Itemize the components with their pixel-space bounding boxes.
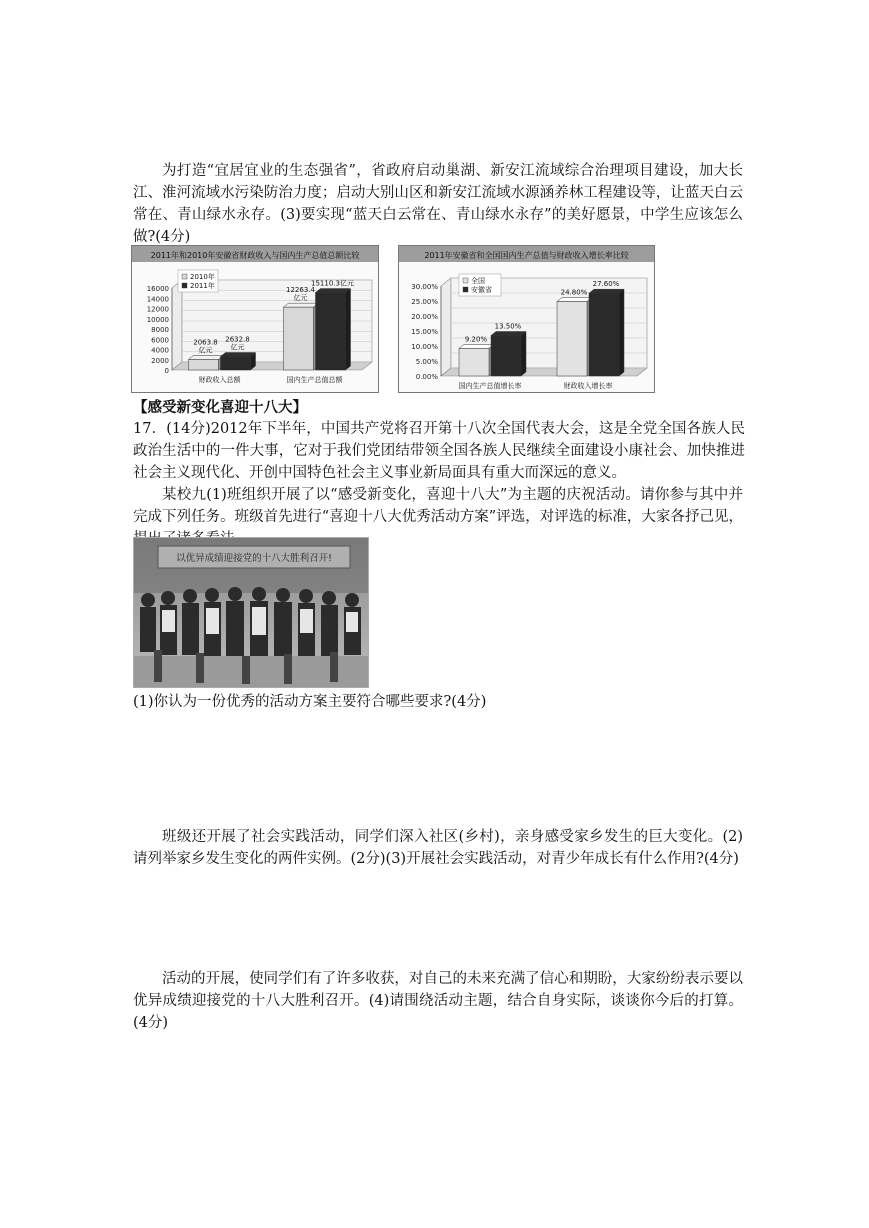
chart-x-tick-label: 财政收入增长率 (563, 382, 613, 390)
chart-bar-side (619, 289, 624, 376)
chart-y-tick-label: 30.00% (411, 283, 438, 291)
practice-paragraph: 班级还开展了社会实践活动，同学们深入社区(乡村)，亲身感受家乡发生的巨大变化。(2)请列举家乡发生变化的两件实例。(2分)(3)开展社会实践活动，对青少年成长有什么作用?(4分) (133, 829, 743, 867)
chart-bar (557, 302, 587, 376)
chart-data-label: 亿元 (198, 346, 213, 355)
chart-legend-swatch (182, 283, 187, 288)
chart-growth-rates-svg (399, 246, 654, 392)
chart-bar-top (589, 289, 624, 293)
chart-bar (589, 293, 619, 376)
chart-y-tick-label: 4000 (151, 346, 169, 355)
celebration-photo (133, 537, 369, 688)
chart-growth-rates (398, 245, 655, 393)
chart-bar-side (521, 332, 526, 377)
activity-paragraph: 某校九(1)班组织开展了以“感受新变化，喜迎十八大”为主题的庆祝活动。请你参与其中并完成下列任务。班级首先进行“喜迎十八大优秀活动方案”评选，对评选的标准，大家各抒己见， (133, 487, 743, 525)
question-1: (1)你认为一份优秀的活动方案主要符合哪些要求?(4分) (133, 694, 487, 710)
chart-bar-top (284, 303, 319, 307)
photo-banner-text: 以优异成绩迎接党的十八大胜利召开! (176, 553, 332, 564)
chart-y-tick-label: 20.00% (411, 313, 438, 321)
chart-data-label: 13.50% (494, 322, 522, 331)
chart-legend-swatch (463, 278, 468, 283)
final-paragraph: 活动的开展，使同学们有了许多收获，对自己的未来充满了信心和期盼，大家纷纷表示要以优异成绩迎接党的十八大胜利召开。(4)请围绕活动主题，结合自身实际，谈谈你今后的打算。(4分) (133, 971, 743, 1031)
chart-y-tick-label: 6000 (151, 336, 169, 345)
chart-legend-label: 安徽省 (471, 286, 492, 294)
chart-y-tick-label: 5.00% (415, 358, 438, 366)
chart-legend-label: 2011年 (190, 282, 215, 290)
chart-data-label: 2632.8 (225, 335, 250, 344)
chart-x-tick-label: 国内生产总值总额 (286, 376, 343, 384)
chart-y-tick-label: 14000 (146, 295, 169, 304)
chart-bar (491, 336, 521, 377)
chart-y-tick-label: 10.00% (411, 343, 438, 351)
chart-data-label: 亿元 (230, 343, 245, 352)
chart-side-wall (441, 278, 451, 376)
chart-data-label: 27.60% (592, 280, 620, 289)
chart-y-tick-label: 16000 (146, 285, 169, 293)
chart-bar-top (189, 355, 224, 359)
chart-title: 2011年安徽省和全国国内生产总值与财政收入增长率比较 (424, 251, 629, 260)
chart-y-tick-label: 8000 (151, 326, 169, 334)
chart-bar-top (459, 344, 494, 348)
chart-legend (459, 274, 501, 296)
chart-data-label: 9.20% (464, 335, 488, 344)
chart-y-tick-label: 12000 (146, 305, 169, 314)
chart-bar (284, 307, 314, 370)
section-title: 【感受新变化喜迎十八大】 (133, 400, 307, 416)
chart-title: 2011年和2010年安徽省财政收入与国内生产总值总额比较 (150, 251, 360, 260)
chart-x-tick-label: 财政收入总额 (198, 376, 241, 384)
intro-paragraph: 为打造“宜居宜业的生态强省”，省政府启动巢湖、新安江流域综合治理项目建设，加大长江、淮河流域水污染防治力度；启动大别山区和新安江流域水源涵养林工程建设等，让蓝天白云常在、青山绿水永存。(3)要实现“蓝天白云常在、青山绿水永存”的美好愿景，中学生应该怎么做?(4分) (133, 163, 743, 245)
chart-y-tick-label: 2000 (151, 356, 169, 365)
chart-bar (459, 348, 489, 376)
chart-bar-top (491, 332, 526, 336)
chart-y-tick-label: 25.00% (411, 298, 438, 306)
chart-data-label: 24.80% (560, 288, 588, 297)
chart-legend-label: 2010年 (190, 273, 215, 281)
chart-bar-top (221, 353, 256, 357)
chart-fiscal-gdp-totals-svg (132, 246, 378, 392)
chart-bar-side (346, 289, 351, 370)
chart-x-tick-label: 国内生产总值增长率 (458, 382, 522, 390)
chart-bar (221, 357, 251, 370)
chart-data-label: 2063.8 (193, 338, 218, 347)
chart-bar (189, 359, 219, 370)
chart-bar-top (316, 289, 351, 293)
chart-y-tick-label: 0 (164, 367, 169, 375)
chart-fiscal-gdp-totals (131, 245, 379, 393)
chart-bar (316, 293, 346, 370)
chart-legend-label: 全国 (471, 277, 485, 285)
chart-data-label: 亿元 (293, 294, 308, 303)
chart-legend-swatch (463, 287, 468, 292)
chart-data-label: 15110.3亿元 (311, 279, 354, 288)
celebration-photo-image (134, 538, 368, 687)
chart-y-tick-label: 0.00% (415, 373, 438, 381)
chart-legend (178, 270, 218, 292)
chart-bar-top (557, 298, 592, 302)
chart-y-tick-label: 15.00% (411, 328, 438, 336)
chart-y-tick-label: 10000 (146, 315, 169, 324)
chart-data-label: 12263.4 (286, 286, 315, 295)
question-17-intro: 17．(14分)2012年下半年，中国共产党将召开第十八次全国代表大会，这是全党全国各族人民政治生活中的一件大事，它对于我们党团结带领全国各族人民继续全面建设小康社会、加快推进社会主义现代化、开创中国特色社会主义事业新局面具有重大而深远的意义。 (133, 421, 745, 481)
chart-side-wall (172, 280, 182, 370)
chart-legend-swatch (182, 274, 187, 279)
